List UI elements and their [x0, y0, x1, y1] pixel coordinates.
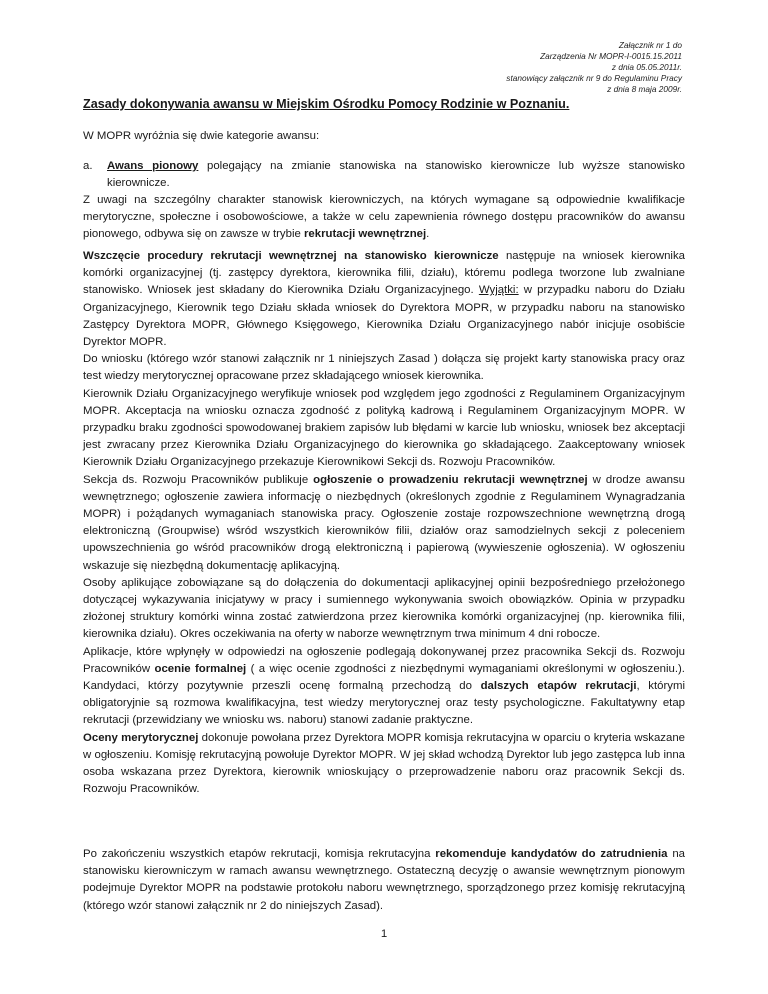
paragraph-recommendation: [83, 846, 685, 915]
p8-text: Po zakończeniu wszystkich etapów rekrutacji, komisja rekrutacyjna: [83, 848, 436, 860]
p1-text: następuje na wniosek kierownika komórki organizacyjnej (tj. zastępcy dyrektora, kierownika filii, działu), któremu podlega tworzone lub zwalniane stanowisko. Wniosek jest składany do Kierownika Działu Organizacyjnego.: [83, 250, 685, 297]
header-line: z dnia 05.05.2011r.: [611, 62, 682, 72]
p6-bold: ocenie formalnej: [154, 662, 247, 675]
paragraph-application: Do wniosku (którego wzór stanowi załącznik nr 1 niniejszych Zasad ) dołącza się projekt karty stanowiska pracy oraz test wiedzy merytorycznej opracowane przez składającego wniosek kierownika.: [83, 353, 685, 383]
p7-bold: Oceny merytorycznej: [83, 731, 199, 744]
category-a-desc: polegający na zmianie stanowiska na stanowisko kierownicze lub wyższe stanowisko kierownicze.: [107, 160, 685, 190]
procedure-section: [83, 248, 685, 799]
paragraph-announcement: [83, 472, 685, 575]
p6-text: Aplikacje, które wpłynęły w odpowiedzi na ogłoszenie podlegają dokonywanej przez pracownika Sekcji ds. Rozwoju Pracowników: [83, 645, 685, 675]
document-title: Zasady dokonywania awansu w Miejskim Ośrodku Pomocy Rodzinie w Poznaniu.: [83, 97, 570, 111]
attachment-header: [362, 40, 682, 95]
p6-bold-2: dalszych etapów rekrutacji: [480, 680, 637, 693]
list-label: a.: [83, 160, 93, 172]
p7-text: dokonuje powołana przez Dyrektora MOPR komisja rekrutacyjna w oparciu o kryteria wskazane w ogłoszeniu. Komisję rekrutacyjną powołuje Dyrektor MOPR. W jej skład wchodzą Dyrektor lub jego zastępca lub inna osoba wskazana przez Dyrektora, kierownik wnioskujący o przeprowadzenie naboru oraz pracownik Sekcji ds. Rozwoju Pracowników.: [83, 731, 685, 796]
header-line: stanowiący załącznik nr 9 do Regulaminu Pracy: [506, 73, 682, 83]
p1-bold: Wszczęcie procedury rekrutacji wewnętrznej na stanowisko kierownicze: [83, 250, 499, 262]
header-line: z dnia 8 maja 2009r.: [607, 84, 682, 94]
category-a-term: Awans pionowy: [107, 160, 199, 172]
paragraph-formal-evaluation: [83, 644, 685, 730]
paragraph-opinion: Osoby aplikujące zobowiązane są do dołączenia do dokumentacji aplikacyjnej opinii bezpośredniego przełożonego dotyczącej wykazywania inicjatywy w pracy i sumiennego wykonywania swoich obowiązków. Opinia w przypadku złożonej struktury komórki winna zostać zatwierdzona przez kierownika komórki organizacyjnej (np. kierownika filii, kierownika działu). Okres oczekiwania na oferty w naborze wewnętrznym trwa minimum 4 dni robocze.: [83, 576, 685, 641]
p8-bold-2: kandydatów do zatrudnienia: [511, 848, 668, 860]
note-text: Z uwagi na szczególny charakter stanowisk kierowniczych, na których wymagane są odpowiednie kwalifikacje merytoryczne, społeczne i osobowościowe, a także w celu zapewnienia równego dostępu pracowników do awansu pionowego, odbywa się on zawsze w trybie: [83, 194, 685, 241]
note-paragraph: [83, 192, 685, 244]
note-end: .: [426, 228, 430, 241]
paragraph-merit-evaluation: [83, 730, 685, 799]
p8-text-2: na stanowisku kierowniczym w ramach awansu wewnętrznego. Ostateczną decyzję o awansie wewnętrznym pionowym podejmuje Dyrektor MOPR na podstawie protokołu naboru wewnętrznego, sporządzonego przez komisję rekrutacyjną (którego wzór stanowi załącznik nr 2 do niniejszych Zasad).: [83, 848, 686, 912]
header-line: Zarządzenia Nr MOPR-I-0015.15.2011: [540, 51, 682, 61]
p6-text-2: ( a więc ocenie zgodności z niezbędnymi wymaganiami określonymi w ogłoszeniu.). Kandydaci, którzy pozytywnie przeszli ocenę formalną przechodzą do: [83, 662, 685, 693]
paragraph-verification: Kierownik Działu Organizacyjnego weryfikuje wniosek pod względem jego zgodności z Regulaminem Organizacyjnym MOPR. Akceptacja na wniosku oznacza zgodność z polityką kadrową i Regulaminem Organizacyjnym MOPR. W przypadku braku zgodności spowodowanej brakiem zapisów lub błędami w karcie lub wniosku, wniosek bez akceptacji jest zwracany przez Kierownika Działu Organizacyjnego do kierownika go składającego. Zaakceptowany wniosek Kierownik Działu Organizacyjnego przekazuje Kierownikowi Sekcji ds. Rozwoju Pracowników.: [83, 387, 685, 469]
p1-text-2: w przypadku naboru do Działu Organizacyjnego, Kierownik tego Działu składa wniosek do Dyrektora MOPR, w przypadku naboru na stanowisko Zastępcy Dyrektora MOPR, Głównego Księgowego, Kierownika Działu Organizacyjnego nabór inicjuje osobiście Dyrektor MOPR.: [83, 284, 685, 349]
p8-bold: rekomenduje: [435, 848, 507, 860]
paragraph-initiation: [83, 248, 685, 351]
p4-bold: ogłoszenie o prowadzeniu rekrutacji wewnętrznej: [313, 473, 588, 486]
page-number: 1: [380, 928, 388, 940]
p4-text: Sekcja ds. Rozwoju Pracowników publikuje: [83, 473, 314, 486]
header-line: Załącznik nr 1 do: [618, 40, 682, 50]
category-a: [83, 158, 685, 192]
p1-exceptions: Wyjątki:: [478, 284, 519, 297]
category-a-text: [107, 158, 685, 192]
p4-text-2: w drodze awansu wewnętrznego; ogłoszenie zawiera informację o niezbędnych (określonych zgodnie z Regulaminem Wynagradzania MOPR) i pożądanych wymaganiach stanowiska pracy. Ogłoszenie zostaje rozpowszechnione wewnętrzną drogą elektroniczną (Groupwise) wśród wszystkich kierowników filii, działów oraz samodzielnych sekcji z poleceniem upowszechnienia go wśród pracowników drogą elektroniczną i papierową (wywieszenie ogłoszenia). W ogłoszeniu wskazuje się niezbędną dokumentację aplikacyjną.: [83, 473, 685, 572]
p6-text-3: , którymi obligatoryjnie są rozmowa kwalifikacyjna, test wiedzy merytorycznej oraz testy psychologiczne. Fakultatywny etap rekrutacji (przewidziany we wniosku ws. naboru) stanowi zadanie praktyczne.: [83, 680, 685, 727]
note-bold: rekrutacji wewnętrznej: [303, 228, 427, 241]
intro-paragraph: W MOPR wyróżnia się dwie kategorie awansu:: [83, 130, 320, 142]
